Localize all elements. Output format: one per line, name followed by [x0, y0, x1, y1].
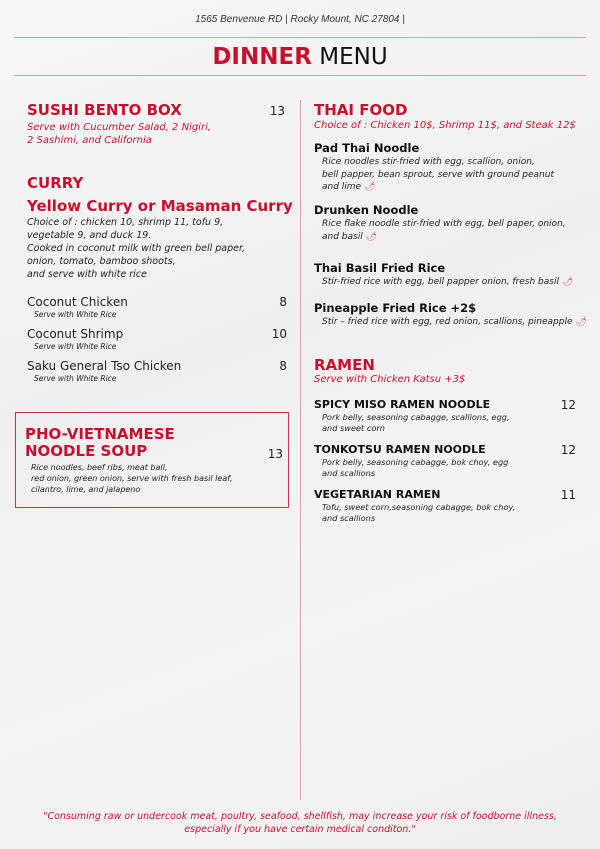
- ramen-item-desc-line: and scallions: [322, 468, 376, 478]
- ramen-item-name: TONKOTSU RAMEN NOODLE: [314, 443, 486, 456]
- column-divider: [300, 100, 301, 800]
- ramen-item-desc-line: Pork belly, seasoning cabagge, scallions, egg,: [322, 412, 510, 422]
- page-title: [0, 44, 600, 70]
- curry-item-price: 10: [271, 327, 287, 341]
- disclaimer-line: especially if you have certain medical conditon.": [184, 824, 416, 835]
- pho-desc-line: Rice noodles, beef ribs, meat ball,: [31, 463, 168, 472]
- food-safety-disclaimer: [0, 810, 600, 836]
- pho-price: 13: [267, 447, 283, 461]
- ramen-item-desc-line: Pork belly, seasoning cabagge, bok choy, egg: [322, 457, 509, 467]
- thai-item: [314, 141, 554, 194]
- header-divider-bottom: [14, 75, 586, 76]
- curry-item-price: 8: [279, 359, 287, 373]
- thai-item-desc-line: Rice noodles stir-fried with egg, scallion, onion,: [322, 157, 535, 167]
- ramen-subtitle: Serve with Chicken Katsu +3$: [314, 374, 466, 385]
- pho-desc: [31, 462, 232, 495]
- sushi-desc-line: 2 Sashimi, and California: [27, 135, 152, 146]
- curry-item-desc: Serve with White Rice: [34, 342, 117, 351]
- chili-pepper-icon: 🌶︎: [575, 317, 587, 327]
- ramen-item-name: VEGETARIAN RAMEN: [314, 488, 441, 501]
- ramen-item: [314, 488, 576, 524]
- curry-desc: [27, 216, 245, 281]
- thai-item-name: Thai Basil Fried Rice: [314, 261, 446, 275]
- thai-item-desc-line: Stir – fried rice with egg, red onion, scallions, pineapple: [322, 317, 573, 327]
- ramen-item: [314, 443, 576, 479]
- thai-item-desc-line: Rice flake noodle stir-fried with egg, bell paper, onion,: [322, 219, 566, 229]
- thai-title: THAI FOOD: [314, 101, 408, 119]
- curry-desc-line: and serve with white rice: [27, 269, 147, 280]
- pho-desc-line: cilantro, lime, and jalapeno: [31, 485, 141, 494]
- ramen-item-price: 12: [560, 398, 576, 412]
- restaurant-address: 1565 Benvenue RD | Rocky Mount, NC 27804 |: [195, 14, 405, 25]
- curry-item-desc: Serve with White Rice: [34, 310, 117, 319]
- ramen-item-desc-line: Tofu, sweet corn,seasoning cabagge, bok choy,: [322, 502, 516, 512]
- ramen-item-price: 11: [560, 488, 576, 502]
- header-divider-top: [14, 37, 586, 38]
- sushi-desc: [27, 121, 211, 147]
- curry-desc-line: Cooked in coconut milk with green bell paper,: [27, 243, 246, 254]
- curry-item-desc: Serve with White Rice: [34, 374, 117, 383]
- thai-item-desc-line: and lime: [322, 182, 362, 192]
- pho-title-line: NOODLE SOUP: [25, 442, 148, 460]
- curry-item-price: 8: [279, 295, 287, 309]
- curry-item-name: Saku General Tso Chicken: [27, 359, 182, 373]
- curry-desc-line: Choice of : chicken 10, shrimp 11, tofu 9,: [27, 217, 224, 228]
- thai-item-name: Pad Thai Noodle: [314, 141, 420, 155]
- curry-item-name: Coconut Chicken: [27, 295, 128, 309]
- curry-subtitle: Yellow Curry or Masaman Curry: [27, 197, 293, 215]
- pho-desc-line: red onion, green onion, serve with fresh basil leaf,: [31, 474, 233, 483]
- curry-desc-line: onion, tomato, bamboo shoots,: [27, 256, 176, 267]
- thai-item: [314, 301, 587, 329]
- chili-pepper-icon: 🌶︎: [363, 182, 376, 192]
- curry-desc-line: vegetable 9, and duck 19.: [27, 230, 152, 241]
- thai-item-name: Drunken Noodle: [314, 203, 419, 217]
- curry-item: [27, 295, 287, 320]
- thai-item-name: Pineapple Fried Rice +2$: [314, 301, 477, 315]
- thai-item-desc-line: and basil: [322, 231, 363, 242]
- disclaimer-line: "Consuming raw or undercook meat, poultry, seafood, shellfish, may increase your risk of foodborne illness,: [43, 811, 557, 822]
- ramen-item-price: 12: [560, 443, 576, 457]
- pho-title: [25, 426, 175, 460]
- title-dinner: DINNER: [212, 44, 312, 70]
- thai-item: [314, 261, 573, 289]
- title-menu: MENU: [311, 44, 388, 70]
- curry-item-name: Coconut Shrimp: [27, 327, 124, 341]
- curry-title: CURRY: [27, 174, 84, 192]
- ramen-item-desc-line: and scallions: [322, 513, 376, 523]
- thai-item-desc-line: Stir-fried rice with egg, bell papper onion, fresh basil: [322, 277, 559, 287]
- ramen-item: [314, 398, 576, 434]
- chili-pepper-icon: 🌶︎: [561, 277, 574, 287]
- ramen-item-name: SPICY MISO RAMEN NOODLE: [314, 398, 491, 411]
- sushi-price: 13: [269, 104, 285, 118]
- ramen-item-desc-line: and sweet corn: [322, 423, 385, 433]
- ramen-title: RAMEN: [314, 356, 375, 374]
- curry-item: [27, 327, 287, 352]
- sushi-title: SUSHI BENTO BOX: [27, 101, 182, 119]
- thai-item-desc-line: bell papper, bean sprout, serve with ground peanut: [322, 169, 555, 180]
- thai-item: [314, 203, 566, 243]
- thai-subtitle: Choice of : Chicken 10$, Shrimp 11$, and Steak 12$: [314, 120, 576, 131]
- curry-item: [27, 359, 287, 384]
- chili-pepper-icon: 🌶︎: [365, 231, 378, 242]
- sushi-desc-line: Serve with Cucumber Salad, 2 Nigiri,: [27, 122, 212, 133]
- pho-title-line: PHO-VIETNAMESE: [25, 425, 175, 443]
